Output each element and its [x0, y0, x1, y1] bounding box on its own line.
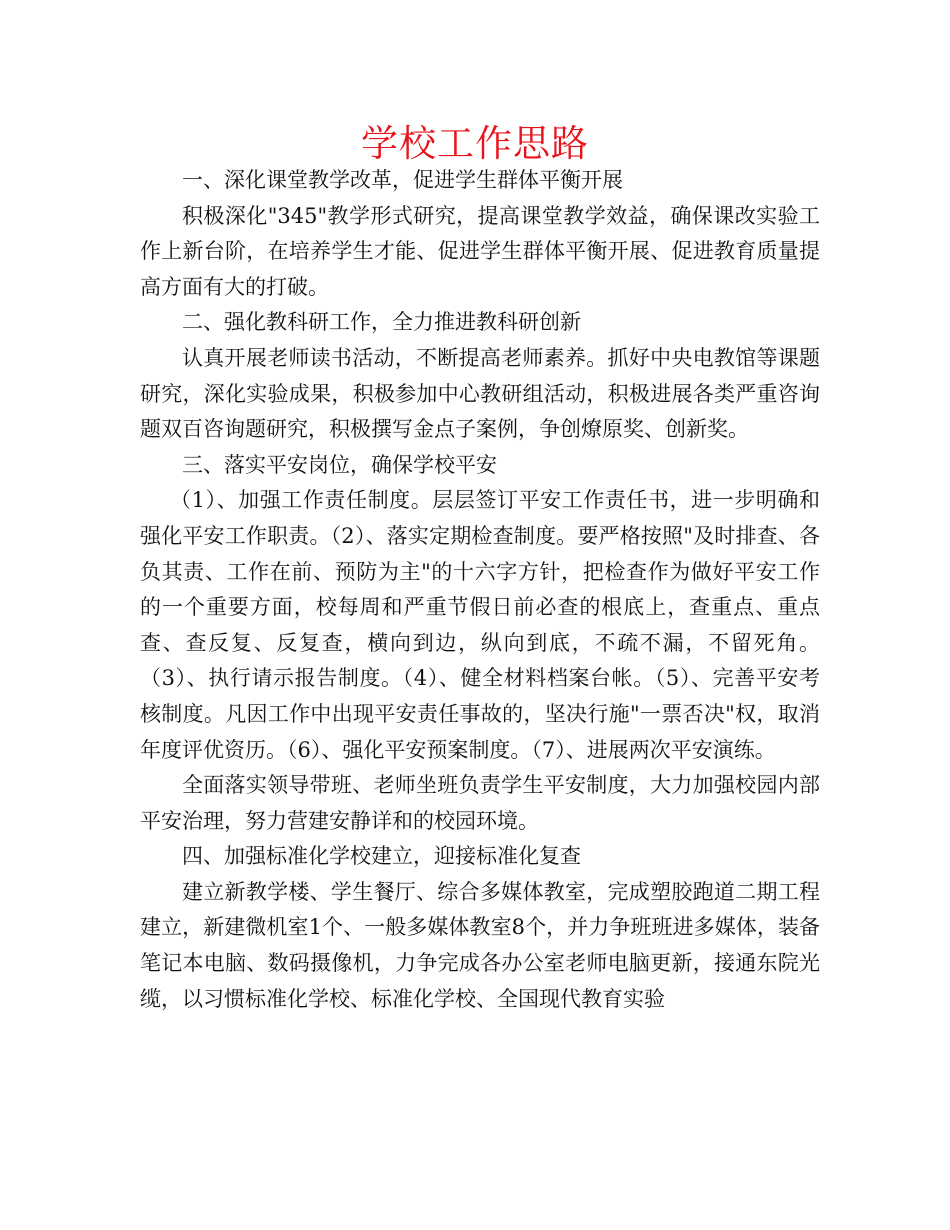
paragraph-2: 认真开展老师读书活动，不断提高老师素养。抓好中央电教馆等课题研究，深化实验成果，积极参加中心教研组活动，积极进展各类严重咨询题双百咨询题研究，积极撰写金点子案例，争创燎原奖、创新奖。	[140, 345, 820, 442]
heading-1: 一、深化课堂教学改革，促进学生群体平衡开展	[182, 168, 623, 192]
document-body	[140, 163, 820, 1017]
heading-2: 二、强化教科研工作，全力推进教科研创新	[182, 310, 581, 335]
paragraph-3: （1）、加强工作责任制度。层层签订平安工作责任书，进一步明确和强化平安工作职责。（2）、落实定期检查制度。要严格按照"及时排查、各负其责、工作在前、预防为主"的十六字方针，把检查作为做好平安工作的一个重要方面，校每周和严重节假日前必查的根底上，查重点、重点查、查反复、反复查，横向到边，纵向到底，不疏不漏，不留死角。（3）、执行请示报告制度。（4）、健全材料档案台帐。（5）、完善平安考核制度。凡因工作中出现平安责任事故的，坚决行施"一票否决"权，取消年度评优资历。（6）、强化平安预案制度。（7）、进展两次平安演练。	[140, 488, 820, 762]
document-title: 学校工作思路	[361, 122, 589, 165]
heading-3: 三、落实平安岗位，确保学校平安	[182, 452, 497, 477]
heading-4: 四、加强标准化学校建立，迎接标准化复查	[182, 844, 581, 869]
paragraph-5: 建立新教学楼、学生餐厅、综合多媒体教室，完成塑胶跑道二期工程建立，新建微机室1个、一般多媒体教室8个，并力争班班进多媒体，装备笔记本电脑、数码摄像机，力争完成各办公室老师电脑更新，接通东院光缆，以习惯标准化学校、标准化学校、全国现代教育实验	[140, 879, 820, 1011]
paragraph-1: 积极深化"345"教学形式研究，提高课堂教学效益，确保课改实验工作上新台阶，在培养学生才能、促进学生群体平衡开展、促进教育质量提高方面有大的打破。	[140, 203, 820, 299]
paragraph-4: 全面落实领导带班、老师坐班负责学生平安制度，大力加强校园内部平安治理，努力营建安静详和的校园环境。	[140, 773, 820, 833]
